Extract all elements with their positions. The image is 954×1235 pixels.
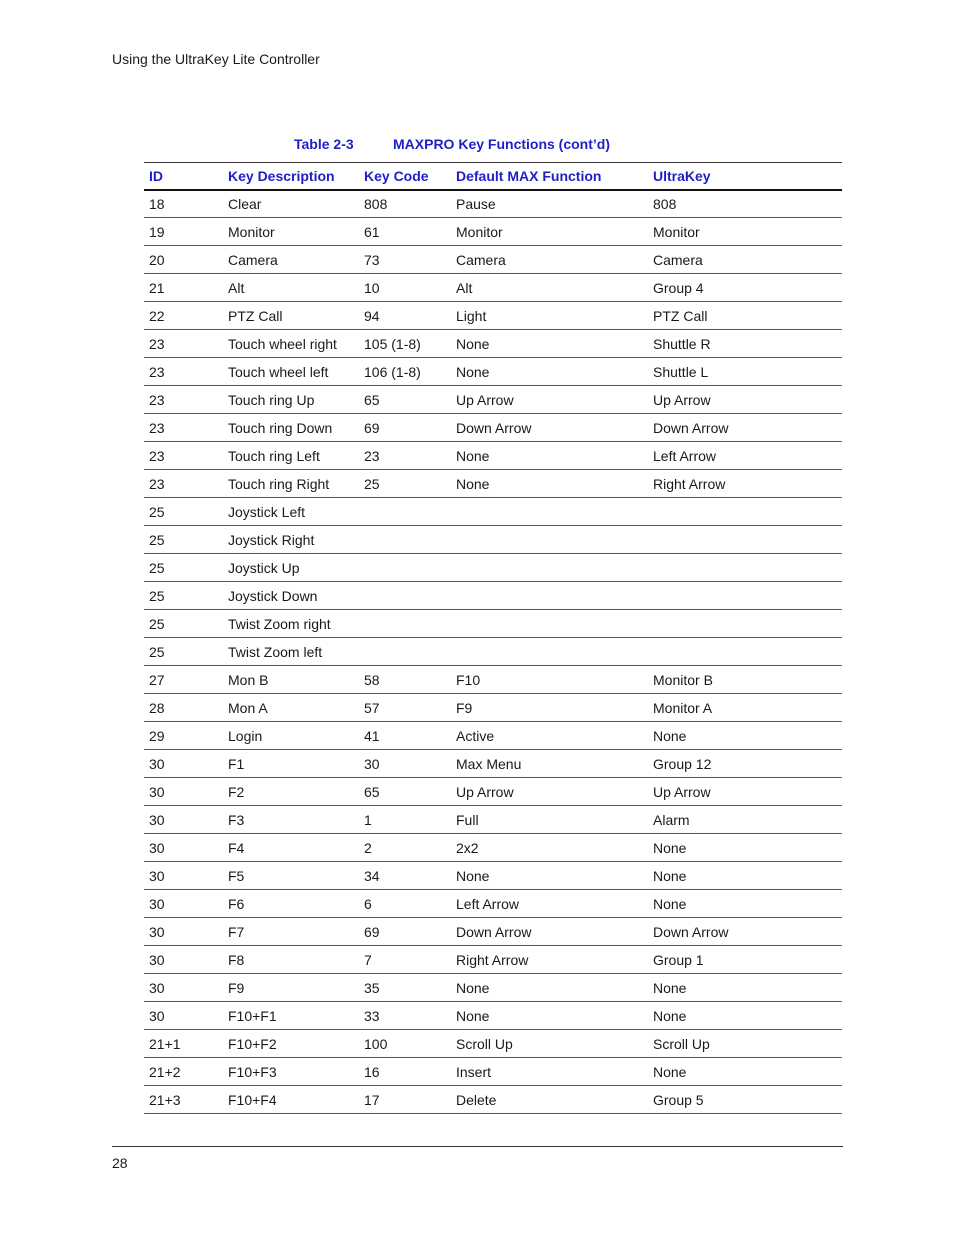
table-row — [144, 610, 842, 638]
cell-ultrakey: Alarm — [648, 806, 842, 834]
cell-ultrakey — [648, 526, 842, 554]
cell-default-max-function: Up Arrow — [451, 386, 648, 414]
table-row — [144, 1086, 842, 1114]
table-row — [144, 470, 842, 498]
table-header-row — [144, 163, 842, 190]
cell-default-max-function: None — [451, 330, 648, 358]
cell-key-code — [359, 610, 451, 638]
cell-key-code: 34 — [359, 862, 451, 890]
cell-ultrakey — [648, 582, 842, 610]
table-row — [144, 918, 842, 946]
table-row — [144, 218, 842, 246]
cell-id: 21 — [144, 274, 223, 302]
cell-key-description: Touch ring Left — [223, 442, 359, 470]
cell-default-max-function: F10 — [451, 666, 648, 694]
key-functions-table — [144, 162, 842, 1114]
column-header-default-max-function: Default MAX Function — [451, 163, 648, 190]
cell-default-max-function: None — [451, 442, 648, 470]
cell-key-code: 100 — [359, 1030, 451, 1058]
cell-key-description: F7 — [223, 918, 359, 946]
cell-key-description: Joystick Left — [223, 498, 359, 526]
cell-default-max-function: Down Arrow — [451, 918, 648, 946]
cell-id: 19 — [144, 218, 223, 246]
cell-ultrakey: Monitor A — [648, 694, 842, 722]
cell-key-description: F5 — [223, 862, 359, 890]
cell-key-code: 57 — [359, 694, 451, 722]
cell-default-max-function — [451, 638, 648, 666]
cell-ultrakey: Up Arrow — [648, 778, 842, 806]
table-caption — [294, 136, 610, 152]
cell-id: 23 — [144, 442, 223, 470]
cell-default-max-function: Alt — [451, 274, 648, 302]
cell-default-max-function: Active — [451, 722, 648, 750]
cell-key-description: F8 — [223, 946, 359, 974]
cell-ultrakey: Down Arrow — [648, 414, 842, 442]
cell-id: 21+1 — [144, 1030, 223, 1058]
cell-key-description: Joystick Down — [223, 582, 359, 610]
table-row — [144, 694, 842, 722]
cell-key-description: Joystick Right — [223, 526, 359, 554]
cell-default-max-function: Delete — [451, 1086, 648, 1114]
cell-ultrakey: Camera — [648, 246, 842, 274]
footer-divider — [112, 1146, 843, 1147]
cell-key-code: 7 — [359, 946, 451, 974]
table-row — [144, 582, 842, 610]
cell-key-description: F10+F1 — [223, 1002, 359, 1030]
cell-ultrakey — [648, 554, 842, 582]
cell-key-code: 35 — [359, 974, 451, 1002]
cell-default-max-function: None — [451, 1002, 648, 1030]
column-header-key-code: Key Code — [359, 163, 451, 190]
cell-ultrakey: Monitor — [648, 218, 842, 246]
cell-default-max-function: Up Arrow — [451, 778, 648, 806]
cell-key-code: 23 — [359, 442, 451, 470]
cell-id: 30 — [144, 974, 223, 1002]
cell-key-description: PTZ Call — [223, 302, 359, 330]
cell-key-code: 30 — [359, 750, 451, 778]
cell-key-code: 65 — [359, 386, 451, 414]
cell-ultrakey: Group 12 — [648, 750, 842, 778]
cell-id: 29 — [144, 722, 223, 750]
cell-default-max-function: F9 — [451, 694, 648, 722]
cell-ultrakey — [648, 498, 842, 526]
table-row — [144, 1002, 842, 1030]
table-row — [144, 946, 842, 974]
cell-default-max-function: Pause — [451, 190, 648, 218]
cell-id: 23 — [144, 330, 223, 358]
cell-default-max-function: 2x2 — [451, 834, 648, 862]
cell-default-max-function: Left Arrow — [451, 890, 648, 918]
cell-key-description: F6 — [223, 890, 359, 918]
cell-default-max-function: Down Arrow — [451, 414, 648, 442]
cell-ultrakey: None — [648, 974, 842, 1002]
cell-key-description: F10+F4 — [223, 1086, 359, 1114]
cell-id: 23 — [144, 386, 223, 414]
cell-default-max-function — [451, 498, 648, 526]
table-row — [144, 1058, 842, 1086]
cell-key-description: Joystick Up — [223, 554, 359, 582]
table-header — [144, 163, 842, 190]
cell-key-code: 58 — [359, 666, 451, 694]
cell-id: 30 — [144, 1002, 223, 1030]
cell-key-code: 25 — [359, 470, 451, 498]
table-row — [144, 498, 842, 526]
table-row — [144, 778, 842, 806]
table-row — [144, 834, 842, 862]
cell-key-code: 2 — [359, 834, 451, 862]
cell-key-description: F4 — [223, 834, 359, 862]
cell-key-code: 69 — [359, 918, 451, 946]
cell-id: 23 — [144, 414, 223, 442]
cell-id: 30 — [144, 946, 223, 974]
cell-key-code — [359, 526, 451, 554]
table-row — [144, 274, 842, 302]
cell-key-description: Touch wheel left — [223, 358, 359, 386]
table-row — [144, 638, 842, 666]
table-row — [144, 190, 842, 218]
cell-id: 25 — [144, 610, 223, 638]
cell-default-max-function: Camera — [451, 246, 648, 274]
cell-key-description: F2 — [223, 778, 359, 806]
cell-key-code: 41 — [359, 722, 451, 750]
table-row — [144, 1030, 842, 1058]
cell-default-max-function: None — [451, 974, 648, 1002]
cell-default-max-function: None — [451, 358, 648, 386]
cell-id: 28 — [144, 694, 223, 722]
cell-default-max-function: Max Menu — [451, 750, 648, 778]
cell-default-max-function: None — [451, 470, 648, 498]
cell-id: 30 — [144, 890, 223, 918]
column-header-ultrakey: UltraKey — [648, 163, 842, 190]
table-row — [144, 386, 842, 414]
cell-key-code — [359, 638, 451, 666]
cell-ultrakey: PTZ Call — [648, 302, 842, 330]
cell-id: 30 — [144, 862, 223, 890]
cell-ultrakey: None — [648, 1058, 842, 1086]
cell-key-code: 33 — [359, 1002, 451, 1030]
cell-id: 27 — [144, 666, 223, 694]
cell-key-code: 10 — [359, 274, 451, 302]
cell-key-code: 61 — [359, 218, 451, 246]
table-row — [144, 806, 842, 834]
cell-key-description: Mon A — [223, 694, 359, 722]
cell-key-code — [359, 498, 451, 526]
cell-id: 25 — [144, 638, 223, 666]
cell-key-description: Camera — [223, 246, 359, 274]
table-row — [144, 414, 842, 442]
cell-id: 23 — [144, 470, 223, 498]
cell-key-description: Mon B — [223, 666, 359, 694]
cell-default-max-function — [451, 610, 648, 638]
running-header: Using the UltraKey Lite Controller — [112, 51, 320, 67]
cell-key-description: Login — [223, 722, 359, 750]
table-row — [144, 302, 842, 330]
cell-ultrakey: None — [648, 890, 842, 918]
cell-id: 21+3 — [144, 1086, 223, 1114]
cell-id: 30 — [144, 834, 223, 862]
cell-id: 25 — [144, 582, 223, 610]
cell-key-code: 73 — [359, 246, 451, 274]
table-row — [144, 750, 842, 778]
column-header-id: ID — [144, 163, 223, 190]
cell-default-max-function: Monitor — [451, 218, 648, 246]
cell-key-description: Touch ring Up — [223, 386, 359, 414]
cell-id: 22 — [144, 302, 223, 330]
column-header-key-description: Key Description — [223, 163, 359, 190]
cell-ultrakey: Group 4 — [648, 274, 842, 302]
cell-key-description: F9 — [223, 974, 359, 1002]
cell-ultrakey: Group 1 — [648, 946, 842, 974]
cell-id: 25 — [144, 498, 223, 526]
table-row — [144, 442, 842, 470]
cell-key-code — [359, 582, 451, 610]
cell-ultrakey: None — [648, 862, 842, 890]
cell-ultrakey: Down Arrow — [648, 918, 842, 946]
cell-id: 21+2 — [144, 1058, 223, 1086]
page-number: 28 — [112, 1155, 128, 1171]
table-row — [144, 666, 842, 694]
cell-id: 18 — [144, 190, 223, 218]
cell-id: 30 — [144, 750, 223, 778]
cell-default-max-function: Insert — [451, 1058, 648, 1086]
cell-id: 25 — [144, 554, 223, 582]
cell-key-code: 65 — [359, 778, 451, 806]
cell-default-max-function — [451, 526, 648, 554]
cell-id: 23 — [144, 358, 223, 386]
cell-ultrakey: Right Arrow — [648, 470, 842, 498]
cell-key-code: 105 (1-8) — [359, 330, 451, 358]
cell-ultrakey — [648, 638, 842, 666]
table-row — [144, 974, 842, 1002]
cell-ultrakey: Group 5 — [648, 1086, 842, 1114]
cell-ultrakey: Scroll Up — [648, 1030, 842, 1058]
table-row — [144, 554, 842, 582]
cell-ultrakey — [648, 610, 842, 638]
cell-key-code: 1 — [359, 806, 451, 834]
cell-key-description: Touch ring Right — [223, 470, 359, 498]
cell-ultrakey: Shuttle L — [648, 358, 842, 386]
cell-id: 20 — [144, 246, 223, 274]
cell-key-description: F10+F2 — [223, 1030, 359, 1058]
cell-ultrakey: None — [648, 722, 842, 750]
cell-key-description: Alt — [223, 274, 359, 302]
table-row — [144, 722, 842, 750]
cell-default-max-function — [451, 554, 648, 582]
table-row — [144, 862, 842, 890]
cell-key-code: 106 (1-8) — [359, 358, 451, 386]
cell-ultrakey: 808 — [648, 190, 842, 218]
table-row — [144, 246, 842, 274]
cell-key-code: 69 — [359, 414, 451, 442]
cell-ultrakey: Up Arrow — [648, 386, 842, 414]
cell-id: 30 — [144, 806, 223, 834]
cell-key-description: Clear — [223, 190, 359, 218]
cell-default-max-function: Light — [451, 302, 648, 330]
cell-key-code: 16 — [359, 1058, 451, 1086]
cell-key-code: 94 — [359, 302, 451, 330]
cell-key-code: 6 — [359, 890, 451, 918]
cell-default-max-function: Full — [451, 806, 648, 834]
cell-key-description: Touch ring Down — [223, 414, 359, 442]
cell-key-code — [359, 554, 451, 582]
table-row — [144, 358, 842, 386]
table-row — [144, 526, 842, 554]
cell-key-description: Twist Zoom right — [223, 610, 359, 638]
cell-ultrakey: None — [648, 1002, 842, 1030]
cell-id: 30 — [144, 778, 223, 806]
cell-ultrakey: Left Arrow — [648, 442, 842, 470]
table-row — [144, 890, 842, 918]
cell-default-max-function: None — [451, 862, 648, 890]
cell-key-description: F3 — [223, 806, 359, 834]
cell-id: 25 — [144, 526, 223, 554]
cell-key-code: 808 — [359, 190, 451, 218]
cell-ultrakey: Monitor B — [648, 666, 842, 694]
cell-key-code: 17 — [359, 1086, 451, 1114]
cell-key-description: Twist Zoom left — [223, 638, 359, 666]
table-title: MAXPRO Key Functions (cont’d) — [393, 136, 610, 152]
cell-key-description: Touch wheel right — [223, 330, 359, 358]
table-row — [144, 330, 842, 358]
table-body — [144, 190, 842, 1114]
cell-default-max-function — [451, 582, 648, 610]
cell-key-description: Monitor — [223, 218, 359, 246]
cell-key-description: F1 — [223, 750, 359, 778]
cell-default-max-function: Scroll Up — [451, 1030, 648, 1058]
cell-ultrakey: Shuttle R — [648, 330, 842, 358]
table-number: Table 2-3 — [294, 136, 354, 152]
cell-default-max-function: Right Arrow — [451, 946, 648, 974]
cell-ultrakey: None — [648, 834, 842, 862]
cell-key-description: F10+F3 — [223, 1058, 359, 1086]
cell-id: 30 — [144, 918, 223, 946]
